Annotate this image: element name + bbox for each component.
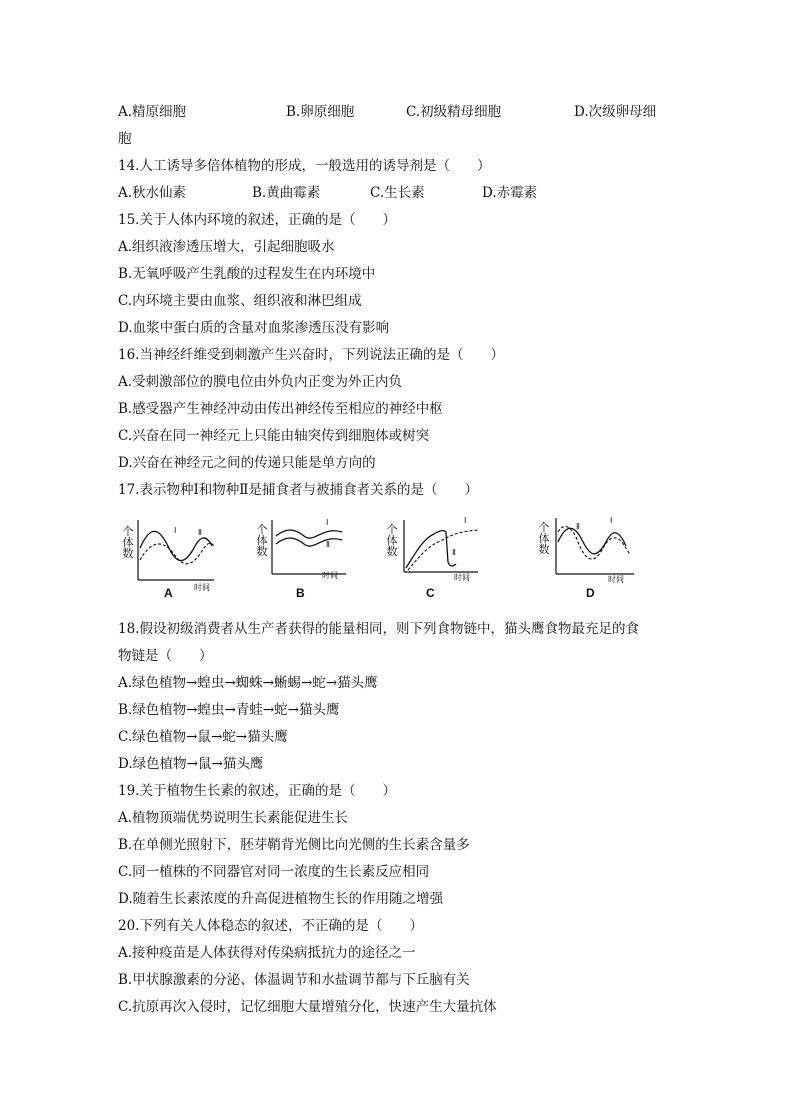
graph-b-curve-2 <box>276 538 342 546</box>
graph-b-label: B <box>296 586 305 600</box>
q15-option-b: B.无氧呼吸产生乳酸的过程发生在内环境中 <box>118 266 376 282</box>
q14-option-b: B.黄曲霉素 <box>252 185 321 201</box>
q16-option-c: C.兴奋在同一神经元上只能由轴突传到细胞体或树突 <box>118 428 430 444</box>
q20-option-c: C.抗原再次入侵时，记忆细胞大量增殖分化，快速产生大量抗体 <box>118 999 497 1015</box>
q14-stem: 14.人工诱导多倍体植物的形成，一般选用的诱导剂是（ ） <box>118 158 491 174</box>
q16-option-d: D.兴奋在神经元之间的传递只能是单方向的 <box>118 455 376 471</box>
q16-stem: 16.当神经纤维受到刺激产生兴奋时，下列说法正确的是（ ） <box>118 347 504 363</box>
graph-c-curve-2 <box>408 530 478 570</box>
q18-option-a: A.绿色植物→蝗虫→蜘蛛→蜥蜴→蛇→猫头鹰 <box>118 675 378 691</box>
q20-option-b: B.甲状腺激素的分泌、体温调节和水盐调节都与下丘脑有关 <box>118 972 470 988</box>
graph-b-species-1: Ⅰ <box>326 518 329 527</box>
graph-a-y-axis-label: 个体数 <box>122 525 134 560</box>
graph-a-curve-2 <box>140 543 214 564</box>
q15-option-d: D.血浆中蛋白质的含量对血浆渗透压没有影响 <box>118 320 390 336</box>
q14-option-c: C.生长素 <box>370 185 425 201</box>
graph-a-x-axis-label: 时间 <box>194 583 210 592</box>
graph-b <box>252 512 352 604</box>
graph-c-label: C <box>426 586 435 600</box>
q13-options-row <box>118 103 678 121</box>
q19-stem: 19.关于植物生长素的叙述，正确的是（ ） <box>118 783 396 799</box>
q13-option-c: C.初级精母细胞 <box>406 104 502 120</box>
q13-option-a: A.精原细胞 <box>118 104 187 120</box>
q14-options-row <box>118 184 678 202</box>
q13-option-d-continued: 胞 <box>118 131 132 147</box>
q19-option-a: A.植物顶端优势说明生长素能促进生长 <box>118 810 349 826</box>
q16-option-b: B.感受器产生神经冲动由传出神经传至相应的神经中枢 <box>118 401 443 417</box>
graph-a-label: A <box>164 586 173 600</box>
q15-option-a: A.组织液渗透压增大，引起细胞吸水 <box>118 239 335 255</box>
graph-c-species-2: Ⅱ <box>452 548 456 557</box>
q19-option-b: B.在单侧光照射下，胚芽鞘背光侧比向光侧的生长素含量多 <box>118 837 470 853</box>
q13-option-b: B.卵原细胞 <box>286 104 355 120</box>
graph-b-curve-1 <box>276 530 342 538</box>
q18-option-d: D.绿色植物→鼠→猫头鹰 <box>118 756 264 772</box>
q20-stem: 20.下列有关人体稳态的叙述，不正确的是（ ） <box>118 918 423 934</box>
graph-d-y-axis-label: 个体数 <box>538 521 550 556</box>
graph-b-species-2: Ⅱ <box>326 540 330 549</box>
q14-option-d: D.赤霉素 <box>482 185 538 201</box>
q17-stem: 17.表示物种Ⅰ和物种Ⅱ是捕食者与被捕食者关系的是（ ） <box>118 482 478 498</box>
q18-option-b: B.绿色植物→蝗虫→青蛙→蛇→猫头鹰 <box>118 702 340 718</box>
q16-option-a: A.受刺激部位的膜电位由外负内正变为外正内负 <box>118 374 403 390</box>
q14-option-a: A.秋水仙素 <box>118 185 187 201</box>
graph-d-species-1: Ⅰ <box>610 516 613 525</box>
graph-c-y-axis-label: 个体数 <box>386 523 398 558</box>
graph-c-species-1: Ⅰ <box>464 516 467 525</box>
graph-c <box>382 512 482 604</box>
q18-stem-line-1: 18.假设初级消费者从生产者获得的能量相同，则下列食物链中，猫头鹰食物最充足的食 <box>118 621 639 637</box>
graph-d-x-axis-label: 时间 <box>608 575 624 584</box>
graph-d <box>536 512 636 604</box>
graph-c-curve-1 <box>406 531 456 568</box>
graph-a-species-1: Ⅰ <box>174 526 177 535</box>
q18-option-c: C.绿色植物→鼠→蛇→猫头鹰 <box>118 729 288 745</box>
graph-b-y-axis-label: 个体数 <box>256 523 268 558</box>
graph-d-species-2: Ⅱ <box>576 522 580 531</box>
q15-option-c: C.内环境主要由血浆、组织液和淋巴组成 <box>118 293 362 309</box>
q13-option-d: D.次级卵母细 <box>574 104 657 120</box>
graph-d-curve-1 <box>558 528 626 554</box>
graph-c-x-axis-label: 时间 <box>454 573 470 582</box>
graph-d-label: D <box>586 586 595 600</box>
q15-stem: 15.关于人体内环境的叙述，正确的是（ ） <box>118 212 396 228</box>
graph-b-x-axis-label: 时间 <box>322 571 338 580</box>
q19-option-c: C.同一植株的不同器官对同一浓度的生长素反应相同 <box>118 864 430 880</box>
graph-a <box>118 512 218 604</box>
q19-option-d: D.随着生长素浓度的升高促进植物生长的作用随之增强 <box>118 891 444 907</box>
q20-option-a: A.接种疫苗是人体获得对传染病抵抗力的途径之一 <box>118 945 416 961</box>
q18-stem-line-2: 物链是（ ） <box>118 648 213 664</box>
graph-a-species-2: Ⅱ <box>198 528 202 537</box>
